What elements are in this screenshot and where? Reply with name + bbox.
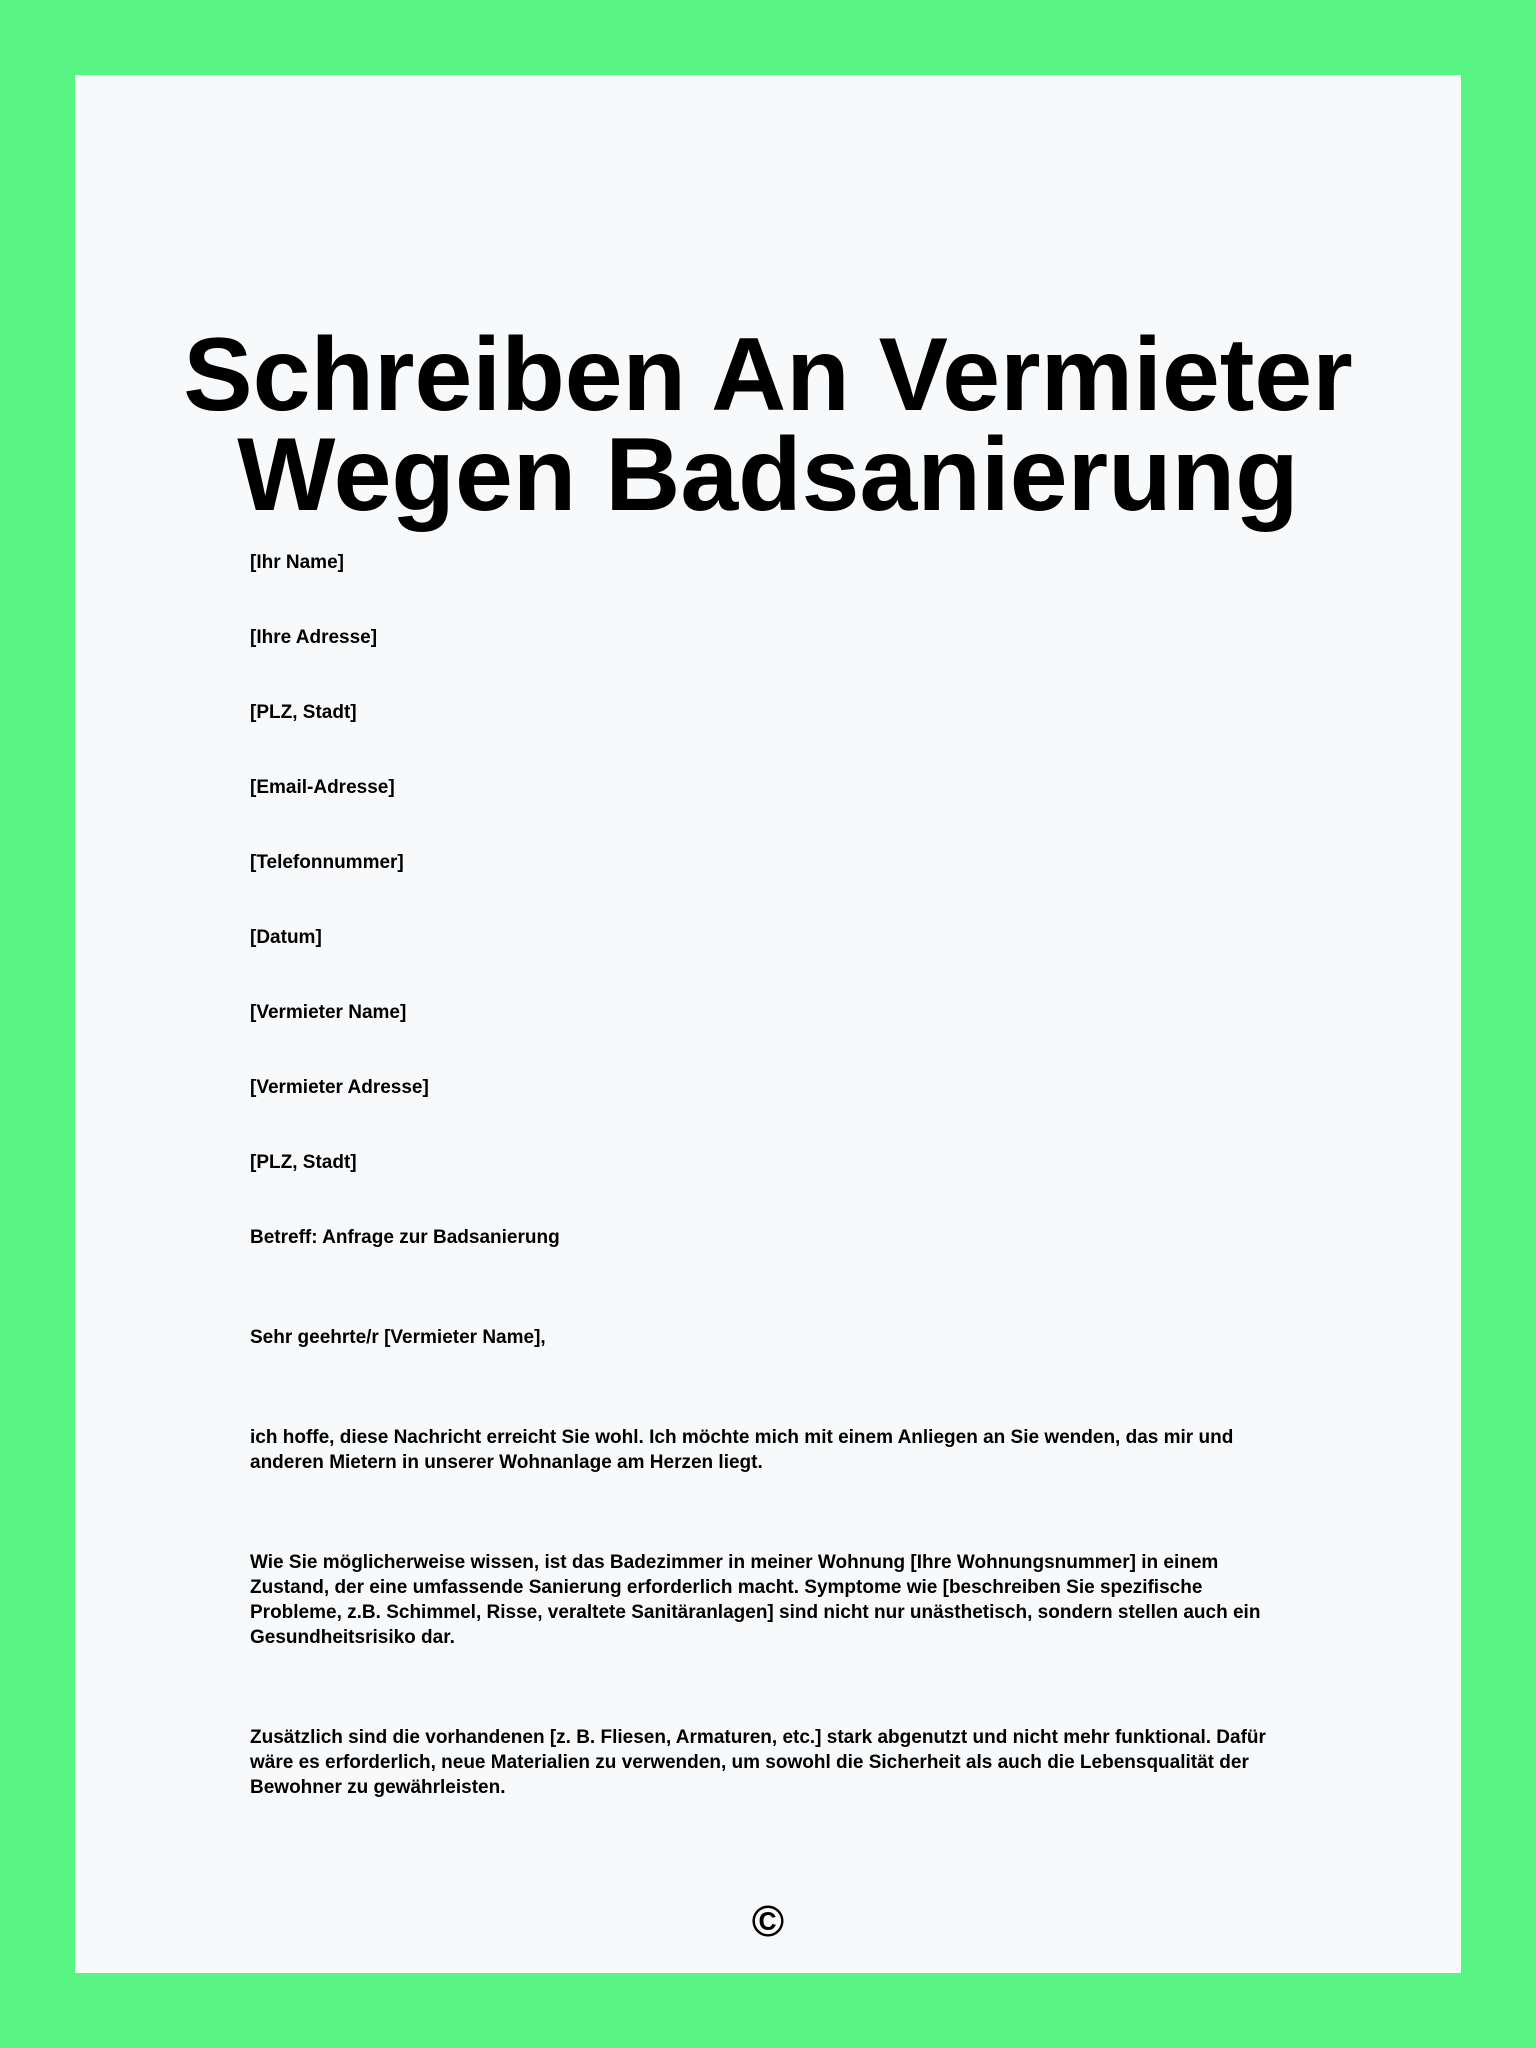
sender-phone: [Telefonnummer] xyxy=(250,852,404,873)
paragraph-materials: Zusätzlich sind die vorhandenen [z. B. Fliesen, Armaturen, etc.] stark abgenutzt und nicht mehr funktional. Dafür wäre es erforderlich, neue Materialien zu verwenden, um sowohl die Sicherheit als auch die Lebensqualität der Bewohner zu gewährleisten. xyxy=(250,1727,1266,1798)
salutation: Sehr geehrte/r [Vermieter Name], xyxy=(250,1327,546,1348)
copyright-symbol: © xyxy=(751,1897,785,1946)
recipient-address: [Vermieter Adresse] xyxy=(250,1077,429,1098)
sender-postal-city: [PLZ, Stadt] xyxy=(250,702,357,723)
document-title xyxy=(75,317,1461,533)
document-page xyxy=(75,75,1461,1973)
recipient-postal-city: [PLZ, Stadt] xyxy=(250,1152,357,1173)
paragraph-condition: Wie Sie möglicherweise wissen, ist das Badezimmer in meiner Wohnung [Ihre Wohnungsnummer] in einem Zustand, der eine umfassende Sanierung erforderlich macht. Symptome wie [beschreiben Sie spezifische Probleme, z.B. Schimmel, Risse, veraltete Sanitäranlagen] sind nicht nur unästhetisch, sondern stellen auch ein Gesundheitsrisiko dar. xyxy=(250,1552,1261,1648)
subject-line: Betreff: Anfrage zur Badsanierung xyxy=(250,1227,560,1248)
title-line-2: Wegen Badsanierung xyxy=(237,417,1299,533)
sender-address: [Ihre Adresse] xyxy=(250,627,378,648)
title-line-1: Schreiben An Vermieter xyxy=(183,317,1353,433)
paragraph-intro: ich hoffe, diese Nachricht erreicht Sie wohl. Ich möchte mich mit einem Anliegen an Sie wenden, das mir und anderen Mietern in unserer Wohnanlage am Herzen liegt. xyxy=(250,1427,1234,1473)
letter-date: [Datum] xyxy=(250,927,322,948)
sender-name: [Ihr Name] xyxy=(250,552,344,573)
recipient-name: [Vermieter Name] xyxy=(250,1002,407,1023)
sender-email: [Email-Adresse] xyxy=(250,777,395,798)
